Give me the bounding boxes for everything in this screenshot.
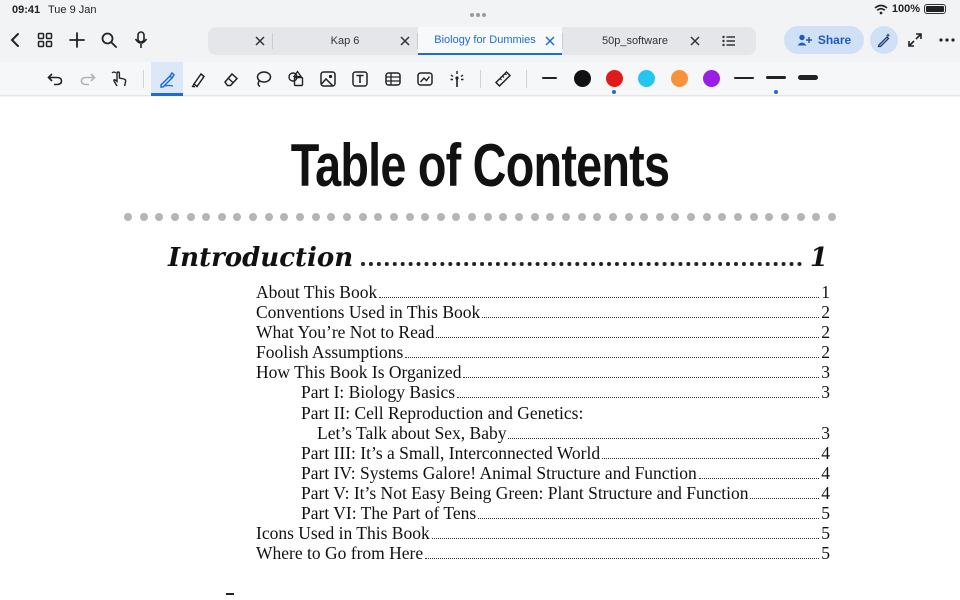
toc-entry-label: About This Book	[256, 282, 378, 302]
toc-entry-page: 3	[821, 422, 830, 443]
document-page[interactable]	[0, 97, 960, 600]
hand-touch-icon[interactable]	[109, 68, 131, 90]
chart-image-icon[interactable]	[414, 68, 436, 90]
tab-biology-for-dummies[interactable]	[418, 27, 562, 55]
pen-mode-button[interactable]	[870, 26, 898, 54]
toc-entry[interactable]	[256, 503, 830, 523]
grid-view-icon[interactable]	[34, 29, 56, 51]
selected-color-indicator	[612, 90, 616, 94]
navigation-bar	[0, 22, 960, 58]
toc-entry-leader	[463, 377, 819, 378]
toc-entry[interactable]	[256, 322, 830, 342]
search-icon[interactable]	[98, 29, 120, 51]
toc-entry-page: 5	[821, 543, 830, 564]
toc-entry-label: Part IV: Systems Galore! Animal Structure and Function	[301, 462, 697, 483]
text-box-icon[interactable]	[349, 68, 371, 90]
toc-entry-label: Where to Go from Here	[256, 543, 424, 564]
color-swatch-black[interactable]	[574, 70, 591, 87]
tab-label: Kap 6	[330, 35, 360, 47]
close-icon[interactable]	[254, 35, 266, 47]
toc-entry-leader	[405, 357, 819, 358]
tab-label: 50p_software	[601, 35, 669, 47]
wifi-icon	[874, 4, 888, 15]
toc-entry[interactable]	[256, 282, 830, 302]
dash-line-icon[interactable]	[542, 77, 557, 79]
status-time: 09:41	[12, 4, 41, 16]
dotted-divider	[124, 213, 836, 221]
tab-50p-software[interactable]	[563, 27, 707, 55]
toc-entry-label: Let’s Talk about Sex, Baby	[317, 422, 507, 443]
ruler-icon[interactable]	[492, 68, 514, 90]
toc-entry-page: 1	[821, 282, 830, 302]
shapes-icon[interactable]	[285, 68, 307, 90]
toc-entry-page: 3	[821, 382, 830, 403]
chapter-label: Introduction	[168, 243, 354, 273]
toc-entry-leader	[750, 498, 819, 499]
microphone-icon[interactable]	[130, 29, 152, 51]
share-label: Share	[817, 33, 852, 47]
status-right	[874, 3, 946, 15]
toc-entry-page: 2	[821, 302, 830, 323]
stroke-thick-icon[interactable]	[798, 75, 818, 80]
tab-list-button[interactable]	[707, 27, 751, 55]
page-fragment	[226, 593, 234, 595]
toc-entry-label: How This Book Is Organized	[256, 362, 462, 383]
chapter-page: 1	[809, 243, 828, 273]
color-swatch-red[interactable]	[606, 70, 623, 87]
toc-entry[interactable]	[256, 382, 830, 402]
add-icon[interactable]	[66, 29, 88, 51]
color-swatch-purple[interactable]	[703, 70, 720, 87]
toc-entry-label: Part II: Cell Reproduction and Genetics:	[301, 402, 584, 423]
toc-entry[interactable]	[256, 483, 830, 503]
tab-kap-6[interactable]	[273, 27, 417, 55]
toc-entry-leader	[425, 558, 819, 559]
toc-entry[interactable]	[256, 543, 830, 563]
color-swatch-cyan[interactable]	[638, 70, 655, 87]
toc-entry-label: Conventions Used in This Book	[256, 302, 481, 323]
toc-entry-label: What You’re Not to Read	[256, 322, 435, 343]
lasso-icon[interactable]	[252, 68, 274, 90]
toc-entry[interactable]	[256, 443, 830, 463]
toc-entries	[256, 282, 830, 563]
toc-entry-page: 3	[821, 362, 830, 383]
chapter-heading[interactable]	[168, 243, 828, 275]
highlighter-icon[interactable]	[188, 68, 210, 90]
toc-entry[interactable]	[256, 403, 830, 423]
list-icon	[722, 35, 736, 47]
add-person-icon	[797, 34, 812, 46]
toc-entry-label: Foolish Assumptions	[256, 342, 404, 363]
stroke-thin-icon[interactable]	[734, 77, 754, 79]
eraser-icon[interactable]	[220, 68, 242, 90]
laser-pointer-icon[interactable]	[446, 68, 468, 90]
pen-tool[interactable]	[151, 62, 183, 96]
toc-entry-leader	[482, 317, 819, 318]
page-title: Table of Contents	[290, 132, 670, 199]
toc-entry-label: Part I: Biology Basics	[301, 382, 456, 403]
undo-icon[interactable]	[44, 68, 66, 90]
tab-bar	[208, 27, 756, 55]
status-date: Tue 9 Jan	[48, 4, 97, 16]
toc-entry-page: 4	[821, 442, 830, 463]
toc-entry[interactable]	[256, 523, 830, 543]
toc-entry-leader	[457, 397, 819, 398]
back-chevron-icon[interactable]	[4, 29, 26, 51]
toc-entry[interactable]	[256, 342, 830, 362]
toc-entry[interactable]	[256, 302, 830, 322]
close-icon[interactable]	[399, 35, 411, 47]
toc-entry-label: Part III: It’s a Small, Interconnected World	[301, 442, 601, 463]
battery-icon	[924, 4, 946, 14]
toc-entry-leader	[432, 538, 820, 539]
share-button[interactable]	[784, 26, 864, 54]
tab-label: Biology for Dummies	[434, 34, 536, 46]
status-bar	[0, 0, 960, 20]
toc-entry-label: Part V: It’s Not Easy Being Green: Plant Structure and Function	[301, 482, 749, 503]
color-swatch-orange[interactable]	[671, 70, 688, 87]
toc-entry-leader	[436, 337, 819, 338]
image-icon[interactable]	[317, 68, 339, 90]
toc-entry-leader	[602, 458, 819, 459]
more-options-icon[interactable]	[936, 29, 958, 51]
stroke-medium-icon[interactable]	[766, 76, 786, 79]
toc-entry-leader	[699, 478, 819, 479]
toc-entry[interactable]	[256, 362, 830, 382]
toc-entry-page: 2	[821, 322, 830, 343]
close-icon[interactable]	[689, 35, 701, 47]
toc-entry-label: Icons Used in This Book	[256, 523, 430, 544]
toc-entry[interactable]	[256, 423, 830, 443]
toc-entry-page: 5	[821, 523, 830, 544]
toc-entry-leader	[478, 518, 819, 519]
close-icon[interactable]	[544, 35, 556, 47]
selected-stroke-indicator	[774, 90, 778, 94]
tab-untitled[interactable]	[208, 27, 272, 55]
toc-entry-leader	[508, 438, 819, 439]
multitasking-dots-icon[interactable]	[470, 8, 490, 12]
pen-sparkle-icon	[876, 32, 892, 48]
toc-entry[interactable]	[256, 463, 830, 483]
redo-icon[interactable]	[77, 68, 99, 90]
toc-entry-page: 2	[821, 342, 830, 363]
toc-entry-label: Part VI: The Part of Tens	[301, 503, 477, 524]
drawing-toolbar	[0, 62, 960, 96]
fullscreen-icon[interactable]	[904, 29, 926, 51]
toc-entry-page: 5	[821, 503, 830, 524]
toc-entry-leader	[379, 297, 819, 298]
toc-entry-page: 4	[821, 462, 830, 483]
pen-icon	[158, 70, 176, 88]
toc-entry-page: 4	[821, 482, 830, 503]
chapter-leader	[361, 262, 802, 266]
battery-percent: 100%	[891, 3, 920, 15]
table-icon[interactable]	[382, 68, 404, 90]
